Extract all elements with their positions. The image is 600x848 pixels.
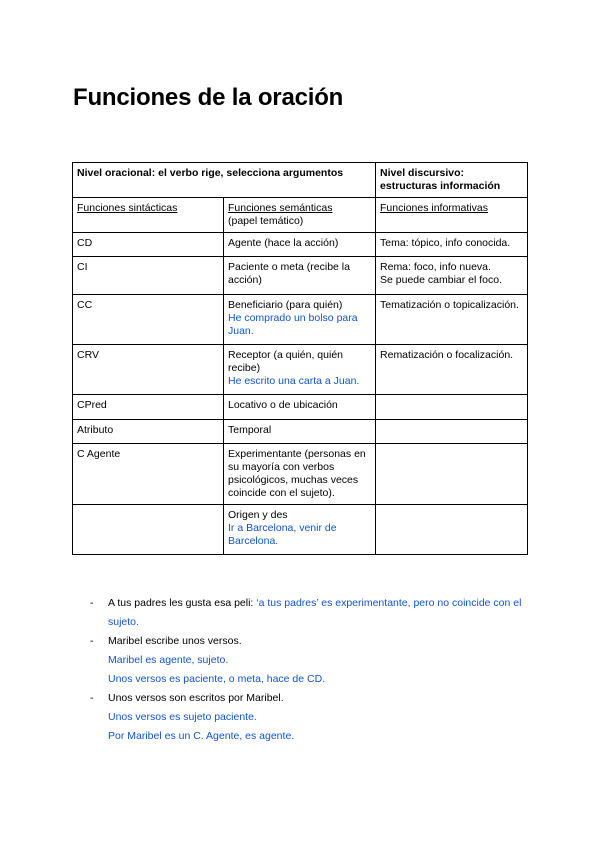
cell-informativa <box>376 505 528 555</box>
cell-sintactica: CD <box>73 233 224 257</box>
cell-sintactica: CRV <box>73 345 224 395</box>
header-oracional: Nivel oracional: el verbo rige, selecciona argumentos <box>73 163 376 198</box>
cell-informativa <box>376 257 528 295</box>
table-header-row <box>73 163 528 198</box>
table-row <box>73 444 528 505</box>
cell-informativa <box>376 420 528 444</box>
table-row <box>73 395 528 420</box>
example-notes-list <box>90 594 540 746</box>
cell-informativa-line1: Rema: foco, info nueva. <box>380 261 491 273</box>
cell-informativa: Tema: tópico, info conocida. <box>376 233 528 257</box>
cell-semantica-example: He comprado un bolso para Juan. <box>228 312 358 337</box>
header-discursivo-line2: estructuras información <box>380 180 501 192</box>
note-comment: Unos versos es paciente, o meta, hace de CD. <box>108 673 326 685</box>
subheader-sintacticas-text: Funciones sintácticas <box>77 202 178 214</box>
note-comment: ‘a tus padres’ es experimentante, pero no coincide con el sujeto. <box>108 597 522 628</box>
cell-semantica-example: He escrito una carta a Juan. <box>228 375 360 387</box>
subheader-semanticas-text: Funciones semánticas <box>228 202 333 214</box>
page-title: Funciones de la oración <box>73 84 344 111</box>
cell-sintactica: CPred <box>73 395 224 420</box>
subheader-sintacticas <box>73 198 224 233</box>
table-row <box>73 505 528 555</box>
cell-semantica-example: Ir a Barcelona, venir de Barcelona. <box>228 522 337 547</box>
cell-semantica-text: Origen y des <box>228 509 288 521</box>
cell-sintactica <box>73 505 224 555</box>
table-row <box>73 345 528 395</box>
note-text: Unos versos son escritos por Maribel. <box>108 692 284 704</box>
note-comment: Por Maribel es un C. Agente, es agente. <box>108 730 295 742</box>
table-row <box>73 420 528 444</box>
cell-informativa-line2: Se puede cambiar el foco. <box>380 274 503 286</box>
cell-informativa <box>376 395 528 420</box>
table-row <box>73 295 528 345</box>
table-row <box>73 233 528 257</box>
note-text: A tus padres les gusta esa peli: <box>108 597 254 609</box>
header-discursivo-line1: Nivel discursivo: <box>380 167 465 179</box>
dash-bullet: - <box>90 635 94 647</box>
cell-sintactica: CI <box>73 257 224 295</box>
dash-bullet: - <box>90 597 94 609</box>
cell-semantica: Experimentante (personas en su mayoría con verbos psicológicos, muchas veces coincide con el sujeto). <box>224 444 376 505</box>
cell-semantica: Temporal <box>224 420 376 444</box>
cell-semantica: Locativo o de ubicación <box>224 395 376 420</box>
cell-informativa: Rematización o focalización. <box>376 345 528 395</box>
cell-sintactica: Atributo <box>73 420 224 444</box>
cell-semantica <box>224 295 376 345</box>
cell-semantica <box>224 345 376 395</box>
subheader-informativas-text: Funciones informativas <box>380 202 488 214</box>
header-discursivo <box>376 163 528 198</box>
cell-semantica: Agente (hace la acción) <box>224 233 376 257</box>
note-comment: Maribel es agente, sujeto. <box>108 654 229 666</box>
subheader-semanticas-note: (papel temático) <box>228 215 304 227</box>
dash-bullet: - <box>90 692 94 704</box>
cell-sintactica: C Agente <box>73 444 224 505</box>
table-row <box>73 257 528 295</box>
subheader-informativas <box>376 198 528 233</box>
cell-informativa: Tematización o topicalización. <box>376 295 528 345</box>
cell-semantica: Paciente o meta (recibe la acción) <box>224 257 376 295</box>
cell-semantica-text: Beneficiario (para quién) <box>228 299 343 311</box>
note-comment: Unos versos es sujeto paciente. <box>108 711 257 723</box>
cell-semantica <box>224 505 376 555</box>
list-item <box>90 689 540 746</box>
list-item <box>90 594 540 632</box>
functions-table <box>72 162 528 555</box>
table-subheader-row <box>73 198 528 233</box>
cell-sintactica: CC <box>73 295 224 345</box>
cell-semantica-text: Receptor (a quién, quién recibe) <box>228 349 343 374</box>
list-item <box>90 632 540 689</box>
note-text: Maribel escribe unos versos. <box>108 635 242 647</box>
cell-informativa <box>376 444 528 505</box>
subheader-semanticas <box>224 198 376 233</box>
